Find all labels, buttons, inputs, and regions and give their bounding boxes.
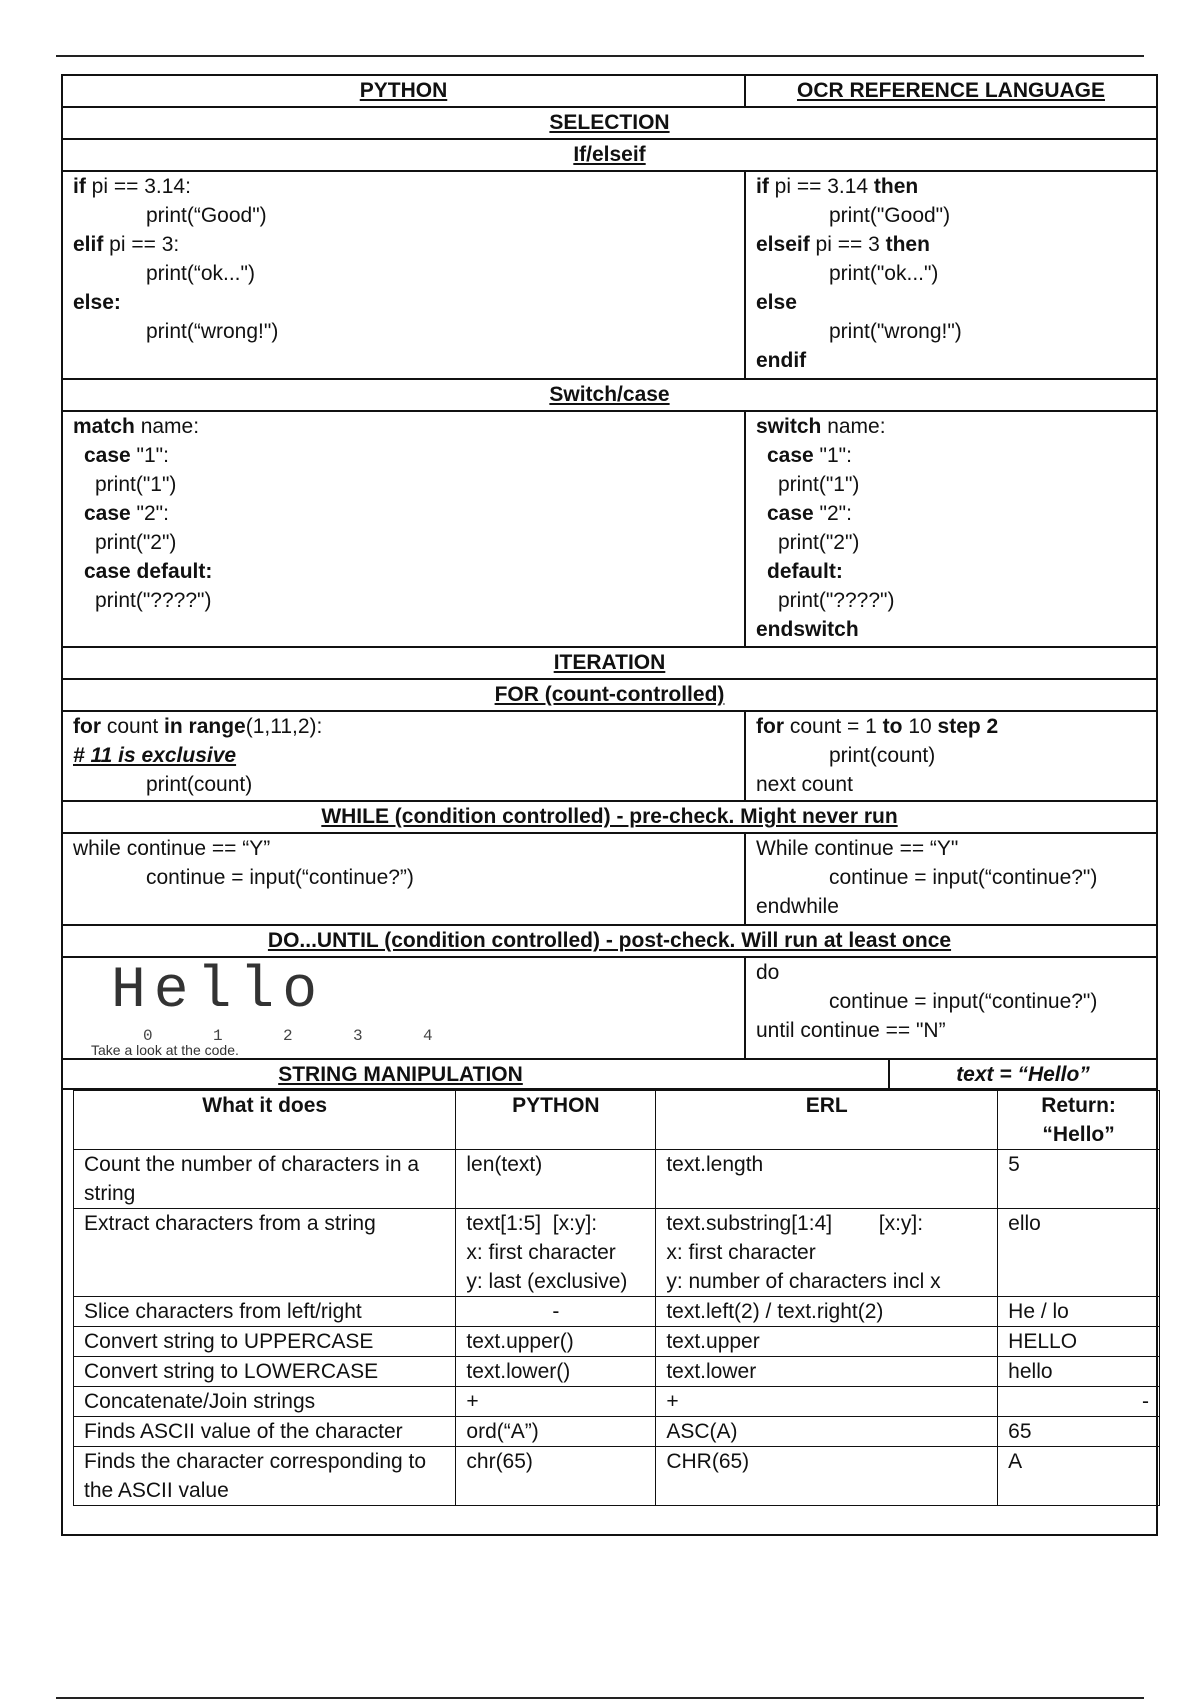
python-header: PYTHON — [63, 76, 746, 106]
code-line: case "2": — [767, 502, 852, 525]
code-line: until continue == "N” — [756, 1019, 946, 1042]
code-comment: # 11 is exclusive — [73, 744, 237, 767]
code-line: While continue == “Y" — [756, 837, 959, 860]
for-title: FOR (count-controlled) — [494, 683, 725, 706]
table-cell: - — [456, 1297, 656, 1327]
code-line: for count in range(1,11,2): — [73, 715, 323, 738]
language-header-row — [63, 76, 1156, 108]
code-line: for count = 1 to 10 step 2 — [756, 715, 999, 738]
code-line: continue = input(“continue?”) — [146, 866, 414, 889]
code-line: print("wrong!") — [829, 320, 962, 343]
hello-index: 4 — [423, 1027, 433, 1045]
code-line: case "1": — [767, 444, 852, 467]
table-cell: ASC(A) — [656, 1417, 998, 1447]
ocr-while-code — [746, 834, 1156, 924]
table-row — [74, 1297, 1160, 1327]
code-line: endswitch — [756, 618, 859, 641]
code-line: do — [756, 961, 780, 984]
do-title-row — [63, 926, 1156, 958]
python-ifelse-code — [63, 172, 746, 378]
hello-note: Take a look at the code. — [91, 1042, 239, 1058]
table-cell: Slice characters from left/right — [74, 1297, 456, 1327]
text-variable: text = “Hello” — [956, 1063, 1090, 1086]
string-title: STRING MANIPULATION — [63, 1060, 890, 1088]
code-line: match name: — [73, 415, 200, 438]
do-title: DO...UNTIL (condition controlled) - post-check. Will run at least once — [267, 929, 952, 952]
while-title: WHILE (condition controlled) - pre-check. Might never run — [321, 805, 898, 828]
code-line: print("1") — [778, 473, 860, 496]
code-line: endwhile — [756, 895, 839, 918]
table-cell: + — [656, 1387, 998, 1417]
ocr-ifelse-code — [746, 172, 1156, 378]
ifelse-code-row — [63, 172, 1156, 380]
code-line: case default: — [84, 560, 213, 583]
table-header-row — [74, 1091, 1160, 1150]
table-cell: hello — [998, 1357, 1160, 1387]
table-cell: A — [998, 1447, 1160, 1506]
table-cell: Finds ASCII value of the character — [74, 1417, 456, 1447]
python-while-code — [63, 834, 746, 924]
for-title-row — [63, 680, 1156, 712]
switch-title: Switch/case — [549, 383, 670, 406]
code-line: continue = input(“continue?") — [829, 990, 1098, 1013]
code-line: print(count) — [829, 744, 936, 767]
table-cell: Finds the character corresponding to the ASCII value — [74, 1447, 456, 1506]
python-for-code — [63, 712, 746, 800]
table-cell: text.upper() — [456, 1327, 656, 1357]
table-cell: ord(“A”) — [456, 1417, 656, 1447]
code-line: print(count) — [146, 773, 253, 796]
table-cell: 65 — [998, 1417, 1160, 1447]
hello-illustration — [63, 958, 746, 1058]
ifelse-title: If/elseif — [573, 143, 646, 166]
empty-footer-row — [63, 1506, 1156, 1536]
reference-sheet — [61, 74, 1158, 1536]
hello-word: Hello — [111, 959, 326, 1024]
code-line: print("2") — [778, 531, 860, 554]
table-cell: Extract characters from a string — [74, 1209, 456, 1297]
table-cell: chr(65) — [456, 1447, 656, 1506]
hello-index: 3 — [353, 1027, 363, 1045]
column-header: Return: “Hello” — [998, 1091, 1160, 1150]
table-cell: text.lower — [656, 1357, 998, 1387]
code-line: print("????") — [95, 589, 212, 612]
code-line: print("Good") — [829, 204, 951, 227]
table-cell: 5 — [998, 1150, 1160, 1209]
while-code-row — [63, 834, 1156, 926]
code-line: else: — [73, 291, 121, 314]
code-line: elseif pi == 3 then — [756, 233, 930, 256]
table-row — [74, 1209, 1160, 1297]
code-line: print("2") — [95, 531, 177, 554]
code-line: print(“Good") — [146, 204, 267, 227]
hello-index: 0 — [143, 1027, 153, 1045]
bottom-rule — [56, 1697, 1144, 1699]
table-cell: text.upper — [656, 1327, 998, 1357]
selection-title: SELECTION — [549, 111, 670, 134]
code-line: elif pi == 3: — [73, 233, 180, 256]
python-switch-code — [63, 412, 746, 646]
code-line: else — [756, 291, 797, 314]
table-cell: text.length — [656, 1150, 998, 1209]
table-row — [74, 1150, 1160, 1209]
table-cell: - — [998, 1387, 1160, 1417]
table-cell: text.substring[1:4] [x:y]: x: first character y: number of characters incl x — [656, 1209, 998, 1297]
for-code-row — [63, 712, 1156, 802]
hello-index: 1 — [213, 1027, 223, 1045]
code-line: case "2": — [84, 502, 169, 525]
code-line: endif — [756, 349, 807, 372]
table-cell: text[1:5] [x:y]: x: first character y: last (exclusive) — [456, 1209, 656, 1297]
string-table — [73, 1090, 1160, 1506]
table-row — [74, 1387, 1160, 1417]
table-row — [74, 1417, 1160, 1447]
ocr-do-code — [746, 958, 1156, 1058]
table-cell: He / lo — [998, 1297, 1160, 1327]
column-header: What it does — [74, 1091, 456, 1150]
table-cell: Convert string to UPPERCASE — [74, 1327, 456, 1357]
table-cell: CHR(65) — [656, 1447, 998, 1506]
iteration-title: ITERATION — [553, 651, 666, 674]
code-line: default: — [767, 560, 843, 583]
table-cell: Convert string to LOWERCASE — [74, 1357, 456, 1387]
code-line: print("1") — [95, 473, 177, 496]
top-rule — [56, 55, 1144, 57]
code-line: if pi == 3.14: — [73, 175, 191, 198]
code-line: case "1": — [84, 444, 169, 467]
ocr-switch-code — [746, 412, 1156, 646]
table-cell: + — [456, 1387, 656, 1417]
code-line: if pi == 3.14 then — [756, 175, 919, 198]
ifelse-title-row — [63, 140, 1156, 172]
table-cell: text.left(2) / text.right(2) — [656, 1297, 998, 1327]
ocr-header: OCR REFERENCE LANGUAGE — [796, 79, 1106, 102]
switch-title-row — [63, 380, 1156, 412]
table-cell: Count the number of characters in a string — [74, 1150, 456, 1209]
table-cell: Concatenate/Join strings — [74, 1387, 456, 1417]
switch-code-row — [63, 412, 1156, 648]
code-line: while continue == “Y” — [73, 837, 271, 860]
table-row — [74, 1357, 1160, 1387]
code-line: print("????") — [778, 589, 895, 612]
table-cell: ello — [998, 1209, 1160, 1297]
table-cell: text.lower() — [456, 1357, 656, 1387]
selection-title-row — [63, 108, 1156, 140]
code-line: print(“wrong!") — [146, 320, 279, 343]
table-row — [74, 1327, 1160, 1357]
code-line: switch name: — [756, 415, 886, 438]
hello-index: 2 — [283, 1027, 293, 1045]
code-line: print("ok...") — [829, 262, 939, 285]
column-header: ERL — [656, 1091, 998, 1150]
table-cell: len(text) — [456, 1150, 656, 1209]
column-header: PYTHON — [456, 1091, 656, 1150]
do-code-row — [63, 958, 1156, 1060]
code-line: next count — [756, 773, 853, 796]
table-cell: HELLO — [998, 1327, 1160, 1357]
table-row — [74, 1447, 1160, 1506]
while-title-row — [63, 802, 1156, 834]
string-title-row — [63, 1060, 1156, 1090]
ocr-for-code — [746, 712, 1156, 800]
code-line: continue = input(“continue?") — [829, 866, 1098, 889]
iteration-title-row — [63, 648, 1156, 680]
code-line: print(“ok...") — [146, 262, 255, 285]
